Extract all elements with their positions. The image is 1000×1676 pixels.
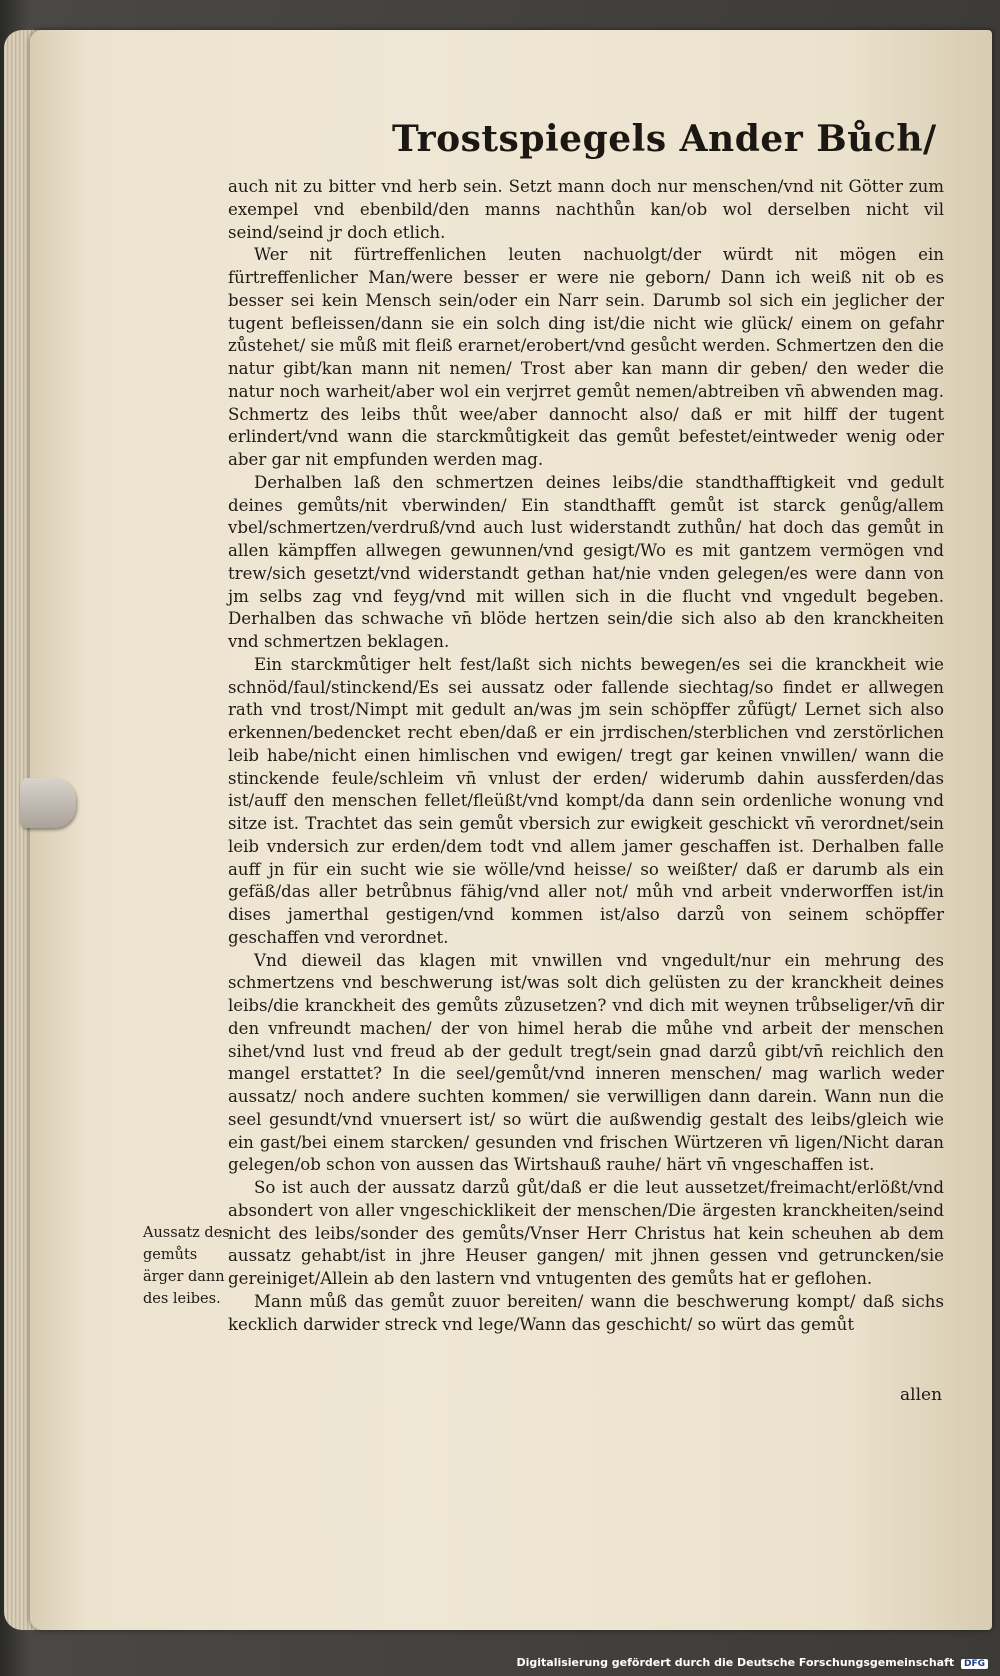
marginal-note: Aussatz des gemůts ärger dann des leibes. xyxy=(143,1225,230,1307)
paragraph: Wer nit fürtreffenlichen leuten nachuolgt/der würdt nit mögen ein fürtreffenlicher Man/were besser er were nie geborn/ Dann ich weiß nit ob es besser sei kein Mensch sein/oder ein Narr sein. Darumb sol sich ein jeglicher der tugent befleissen/dann sie ein solch ding ist/die nicht wie glück/ einem on gefahr zůstehet/ sie můß mit fleiß erarnet/erobert/vnd gesůcht werden. Schmertzen den die natur gibt/kan mann nit nemen/ Trost aber kan mann dir geben/ den weder die natur noch warheit/aber wol ein verjrret gemůt nemen/abtreiben vn̄ abwenden mag. Schmertz des leibs thůt wee/aber dannocht also/ daß er mit hilff der tugent erlindert/vnd wann die starckmůtigkeit das gemůt befestet/eintweder wenig oder aber gar nit empfunden werden mag. xyxy=(228,245,944,469)
credit-text: Digitalisierung gefördert durch die Deutsche Forschungsgemeinschaft xyxy=(516,1656,955,1669)
page-clip xyxy=(20,778,76,828)
paragraph: Mann můß das gemůt zuuor bereiten/ wann die beschwerung kompt/ daß sichs kecklich darwider streck vnd lege/Wann das geschicht/ so würt das gemůt xyxy=(228,1291,944,1334)
main-text xyxy=(228,176,944,1336)
catchword: allen xyxy=(900,1385,943,1405)
dfg-logo: DFG xyxy=(961,1659,988,1669)
paragraph: Ein starckmůtiger helt fest/laßt sich nichts bewegen/es sei die kranckheit wie schnöd/faul/stinckend/Es sei aussatz oder fallende siechtag/so findet er allwegen rath vnd trost/Nimpt mit gedult an/was jm sein schöpffer zůfügt/ Lernet sich also erkennen/bedencket recht eben/daß er ein jrrdischen/sterblichen vnd zerstörlichen leib habe/nicht einen himlischen vnd ewigen/ tregt gar keinen vnwillen/ wann die stinckende feule/schleim vn̄ vnlust der erden/ widerumb dahin aussferden/das ist/auff den menschen fellet/fleüßt/vnd kompt/da dann sein ordenliche wonung vnd sitze ist. Trachtet das sein gemůt vbersich zur ewigkeit geschickt vn̄ verordnet/sein leib vndersich zur erden/dem todt vnd allem jamer geschaffen ist. Derhalben falle auff jn für ein sucht wie sie wölle/vnd heisse/ so weißter/ daß er darumb als ein gefäß/das aller betrůbnus fähig/vnd aller not/ můh vnd arbeit vnderworffen ist/in dises jamerthal gestigen/vnd kommen ist/also darzů von seinem schöpffer geschaffen vnd verordnet. xyxy=(228,654,944,947)
digitization-credit xyxy=(516,1656,988,1669)
paragraph: Vnd dieweil das klagen mit vnwillen vnd vngedult/nur ein mehrung des schmertzens vnd beschwerung ist/was solt dich gelüsten zu der kranckheit deines leibs/die kranckheit des gemůts zůzusetzen? vnd dich mit weynen trůbseliger/vn̄ dir den vnfreundt machen/ der von himel herab die můhe vnd arbeit der menschen sihet/vnd lust vnd freud ab der gedult tregt/sein gnad darzů gibt/vn̄ reichlich den mangel erstattet? In die seel/gemůt/vnd inneren menschen/ mag warlich weder aussatz/ noch andere suchten kommen/ sie verwilligen dann darein. Wann nun die seel gesundt/vnd vnuersert ist/ so würt die außwendig gestalt des leibs/gleich wie ein gast/bei einem starcken/ gesunden vnd frischen Würtzeren vn̄ ligen/Nicht daran gelegen/ob schon von aussen das Wirtshauß rauhe/ härt vn̄ vngeschaffen ist. xyxy=(228,950,944,1175)
running-title: Trostspiegels Ander Bůch/ xyxy=(392,118,937,160)
paragraph: So ist auch der aussatz darzů gůt/daß er die leut aussetzet/freimacht/erlößt/vnd absondert von aller vngeschicklikeit der menschen/Die ärgesten kranckheiten/seind nicht des leibs/sonder des gemůts/Vnser Herr Christus hat kein scheuhen ab dem aussatz gehabt/ist in jhre Heuser gangen/ mit jhnen gessen vnd getruncken/sie gereiniget/Allein ab den lastern vnd vntugenten des gemůts hat er geflohen. xyxy=(228,1178,944,1288)
paragraph: auch nit zu bitter vnd herb sein. Setzt mann doch nur menschen/vnd nit Götter zum exempel vnd ebenbild/den manns nachthůn kan/ob wol derselben nicht vil seind/seind jr doch etlich. xyxy=(228,177,944,242)
paragraph: Derhalben laß den schmertzen deines leibs/die standthafftigkeit vnd gedult deines gemůts/nit vberwinden/ Ein standthafft gemůt ist starck genůg/allem vbel/schmertzen/verdruß/vnd auch lust widerstandt zuthůn/ hat doch das gemůt in allen kämpffen allwegen gewunnen/vnd gesigt/Wo es mit gantzem vermögen vnd trew/sich gesetzt/vnd widerstandt gethan hat/nie vnden gelegen/es were dann von jm selbs zag vnd feyg/vnd mit willen sich in die flucht vnd vngedult begeben. Derhalben das schwache vn̄ blöde hertzen sein/die sich also ab den kranckheiten vnd schmertzen beklagen. xyxy=(228,472,944,651)
